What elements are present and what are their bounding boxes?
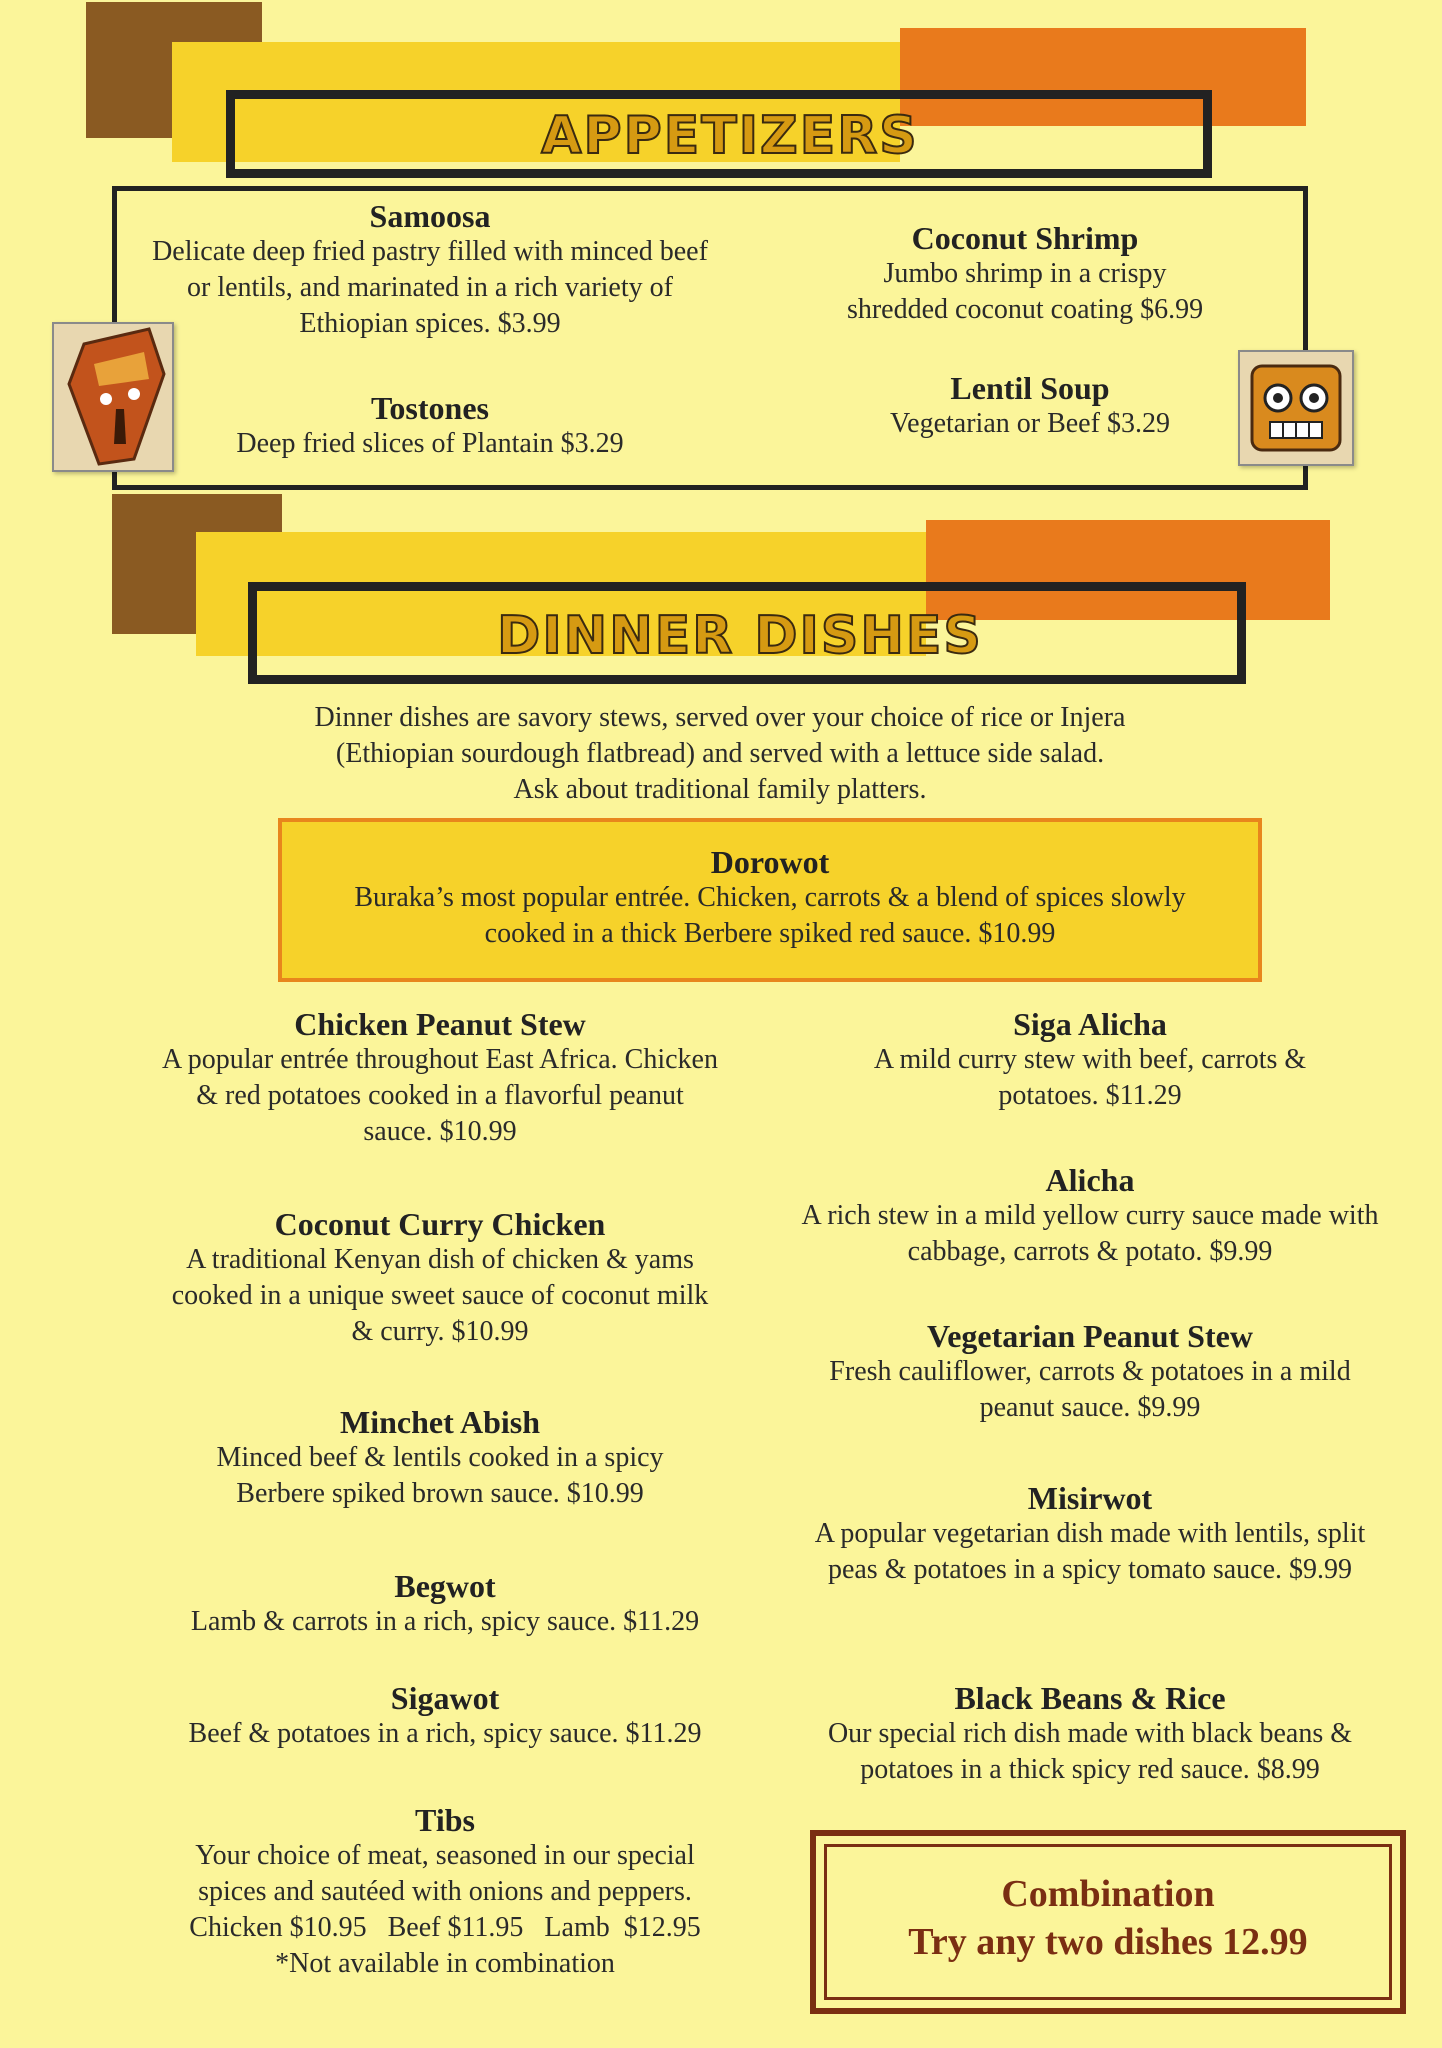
appetizer-tostones <box>180 390 680 462</box>
dish-desc: Buraka’s most popular entrée. Chicken, carrots & a blend of spices slowly cooked in a thick Berbere spiked red sauce. $10.99 <box>354 882 1186 949</box>
dish-desc: Our special rich dish made with black beans & potatoes in a thick spicy red sauce. $8.99 <box>827 1718 1353 1785</box>
dish-prices: Chicken $10.95 Beef $11.95 Lamb $12.95 <box>189 1912 701 1943</box>
dish-name: Vegetarian Peanut Stew <box>927 1318 1253 1354</box>
dish-desc: Vegetarian or Beef $3.29 <box>890 408 1170 439</box>
dish-name: Samoosa <box>369 198 491 234</box>
dish-name: Siga Alicha <box>1013 1006 1167 1042</box>
dish-desc: Beef & potatoes in a rich, spicy sauce. $11.29 <box>188 1718 702 1749</box>
dish-name: Tibs <box>415 1802 475 1838</box>
combination-desc: Try any two dishes 12.99 <box>908 1921 1308 1963</box>
combination-title: Combination <box>1001 1873 1215 1915</box>
featured-dish-box <box>278 818 1262 982</box>
dish-name: Alicha <box>1045 1162 1135 1198</box>
dish-desc: Delicate deep fried pastry filled with minced beef or lentils, and marinated in a rich variety of Ethiopian spices. $3.99 <box>152 236 708 339</box>
dish-name: Dorowot <box>710 844 830 880</box>
dish-desc: Deep fried slices of Plantain $3.29 <box>236 428 624 459</box>
appetizer-coconut-shrimp <box>790 220 1260 328</box>
dish-name: Coconut Curry Chicken <box>274 1206 606 1242</box>
dinner-heading: DINNER DISHES <box>497 606 983 666</box>
dish-begwot <box>150 1568 740 1640</box>
dish-name: Black Beans & Rice <box>954 1680 1226 1716</box>
dish-chicken-peanut-stew <box>150 1006 730 1150</box>
dish-coconut-curry-chicken <box>150 1206 730 1350</box>
dish-vegetarian-peanut-stew <box>790 1318 1390 1426</box>
dish-name: Chicken Peanut Stew <box>294 1006 586 1042</box>
dish-desc: A rich stew in a mild yellow curry sauce made with cabbage, carrots & potato. $9.99 <box>801 1200 1379 1267</box>
dish-name: Misirwot <box>1027 1480 1153 1516</box>
tribal-mask-left-image <box>52 322 174 472</box>
dish-desc: Fresh cauliflower, carrots & potatoes in a mild peanut sauce. $9.99 <box>829 1356 1351 1423</box>
intro-line: (Ethiopian sourdough flatbread) and served with a lettuce side salad. <box>335 738 1105 769</box>
dish-note: *Not available in combination <box>275 1948 615 1979</box>
intro-line: Dinner dishes are savory stews, served over your choice of rice or Injera <box>314 702 1126 733</box>
dish-black-beans-rice <box>790 1680 1390 1788</box>
dish-name: Tostones <box>371 390 489 426</box>
dish-desc: A popular vegetarian dish made with lentils, split peas & potatoes in a spicy tomato sauce. $9.99 <box>814 1518 1366 1585</box>
dish-name: Coconut Shrimp <box>911 220 1139 256</box>
dish-minchet-abish <box>150 1404 730 1512</box>
dish-tibs <box>150 1802 740 1982</box>
combination-box <box>810 1830 1406 2014</box>
dinner-intro <box>160 700 1280 808</box>
dish-siga-alicha <box>790 1006 1390 1114</box>
dish-name: Sigawot <box>390 1680 500 1716</box>
dish-desc: Minced beef & lentils cooked in a spicy Berbere spiked brown sauce. $10.99 <box>216 1442 664 1509</box>
dish-desc: Jumbo shrimp in a crispy shredded coconut coating $6.99 <box>846 258 1204 325</box>
dish-sigawot <box>150 1680 740 1752</box>
dish-name: Minchet Abish <box>339 1404 541 1440</box>
dish-desc: A mild curry stew with beef, carrots & potatoes. $11.29 <box>873 1044 1307 1111</box>
tribal-mask-right-image <box>1238 350 1354 466</box>
dish-desc: Your choice of meat, seasoned in our special spices and sautéed with onions and peppers. <box>195 1840 695 1907</box>
intro-line: Ask about traditional family platters. <box>513 774 927 805</box>
dish-desc: A traditional Kenyan dish of chicken & yams cooked in a unique sweet sauce of coconut milk & curry. $10.99 <box>171 1244 709 1347</box>
appetizer-lentil-soup <box>820 370 1240 442</box>
dish-misirwot <box>790 1480 1390 1588</box>
dish-desc: A popular entrée throughout East Africa. Chicken & red potatoes cooked in a flavorful peanut sauce. $10.99 <box>162 1044 718 1147</box>
appetizers-heading: APPETIZERS <box>541 106 919 166</box>
appetizer-samoosa <box>130 198 730 342</box>
dish-alicha <box>790 1162 1390 1270</box>
dish-name: Begwot <box>394 1568 496 1604</box>
dish-desc: Lamb & carrots in a rich, spicy sauce. $11.29 <box>190 1606 700 1637</box>
dish-name: Lentil Soup <box>950 370 1110 406</box>
combination-inner-frame <box>824 1844 1392 2000</box>
